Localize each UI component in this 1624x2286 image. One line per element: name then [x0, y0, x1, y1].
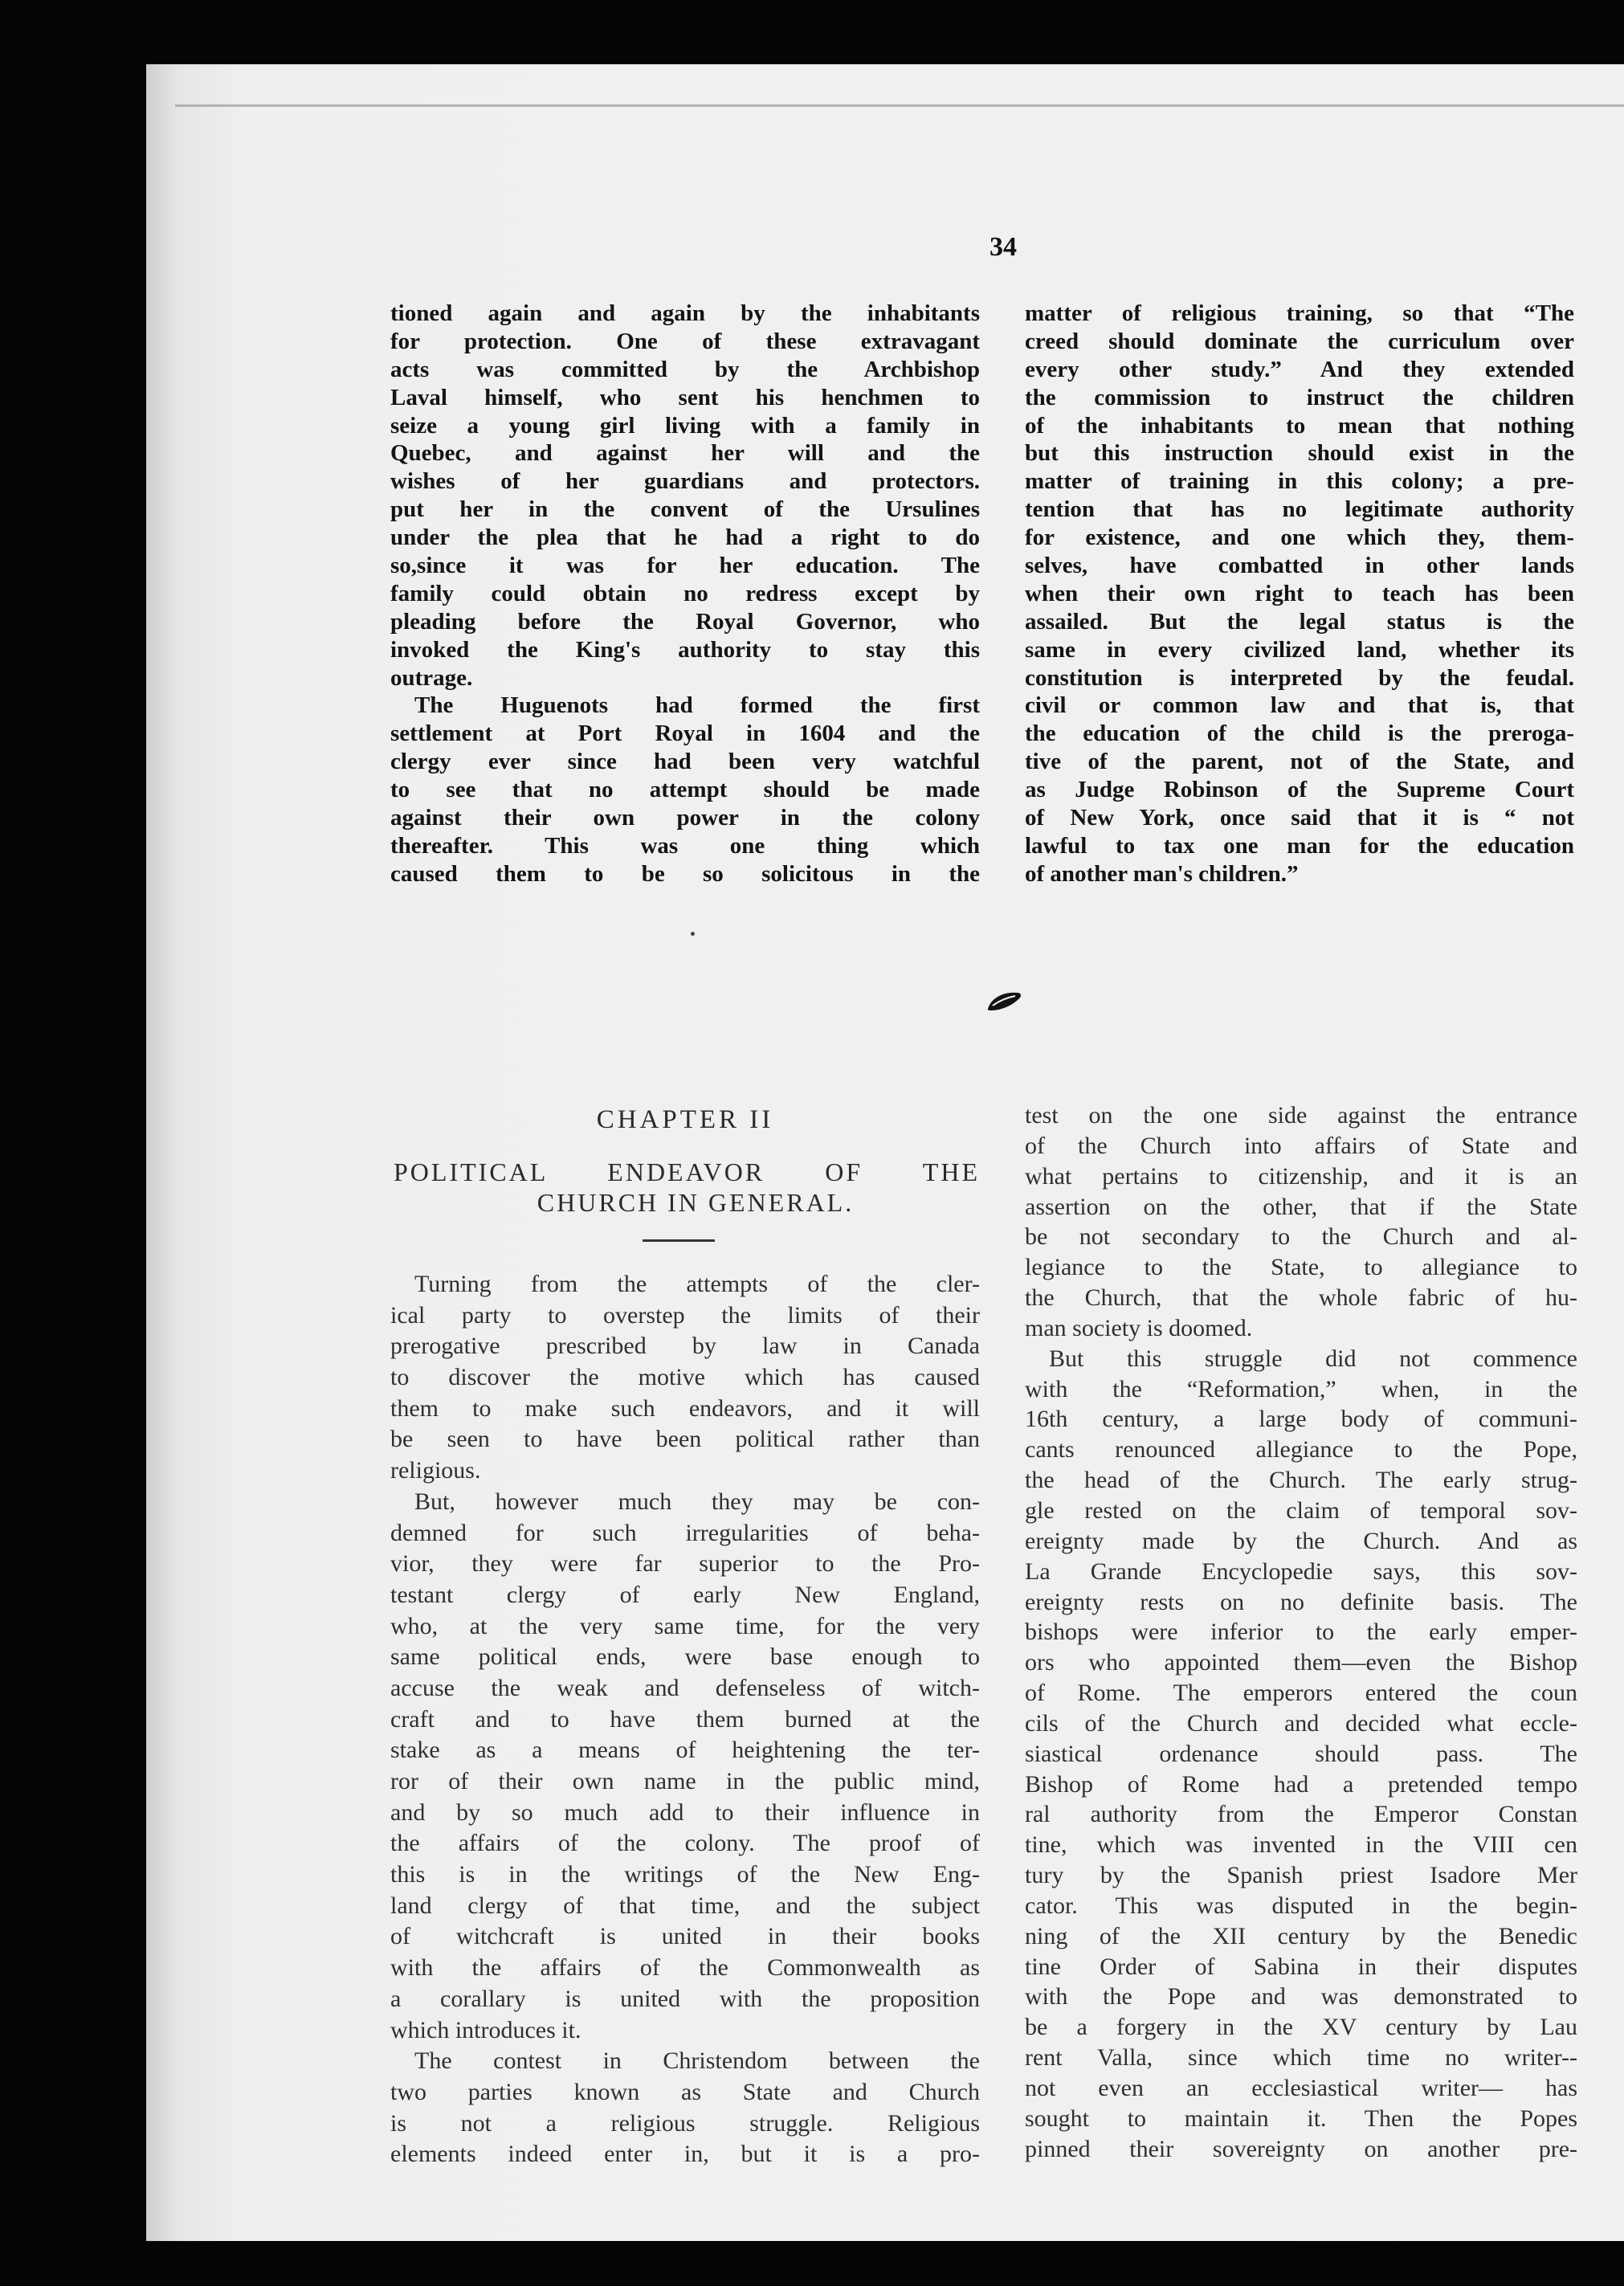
text-line: ors who appointed them—even the Bishop: [1025, 1649, 1577, 1676]
text-line: put her in the convent of the Ursulines: [390, 496, 980, 523]
text-line: But this struggle did not commence: [1049, 1345, 1577, 1372]
text-line: settlement at Port Royal in 1604 and the: [390, 720, 980, 747]
page-number: 34: [989, 232, 1017, 262]
text-line: assertion on the other, that if the State: [1025, 1193, 1577, 1220]
scan-edge-line: [175, 104, 1624, 107]
text-line: them to make such endeavors, and it will: [390, 1394, 980, 1422]
text-line: the commission to instruct the children: [1025, 384, 1574, 410]
text-line: for protection. One of these extravagant: [390, 328, 980, 354]
text-line: rent Valla, since which time no writer--: [1025, 2044, 1577, 2072]
text-line: as Judge Robinson of the Supreme Court: [1025, 777, 1574, 803]
text-line: 16th century, a large body of communi-: [1025, 1406, 1577, 1433]
text-line: the head of the Church. The early strug-: [1025, 1467, 1577, 1494]
text-line: tine, which was invented in the VIII cen: [1025, 1831, 1577, 1859]
text-line: ral authority from the Emperor Constan: [1025, 1801, 1577, 1828]
text-line: test on the one side against the entrance: [1025, 1102, 1577, 1129]
ink-dot: [691, 932, 695, 936]
text-line: acts was committed by the Archbishop: [390, 356, 980, 382]
text-line: gle rested on the claim of temporal sov-: [1025, 1496, 1577, 1524]
text-line: Turning from the attempts of the cler-: [414, 1271, 980, 1297]
text-line: pinned their sovereignty on another pre-: [1025, 2135, 1577, 2162]
text-line: But, however much they may be con-: [414, 1488, 980, 1515]
text-line: of witchcraft is united in their books: [390, 1923, 980, 1950]
text-line: matter of religious training, so that “The: [1025, 300, 1574, 326]
text-line: ereignty rests on no definite basis. The: [1025, 1588, 1577, 1615]
text-line: legiance to the State, to allegiance to: [1025, 1254, 1577, 1281]
bottom-right-column: [1025, 1100, 1577, 2165]
text-line: every other study.” And they extended: [1025, 356, 1574, 382]
text-line: against their own power in the colony: [390, 805, 980, 831]
text-line: sought to maintain it. Then the Popes: [1025, 2104, 1577, 2132]
text-line: seize a young girl living with a family in: [390, 412, 980, 439]
text-line: who, at the very same time, for the very: [390, 1612, 980, 1639]
text-line: of the inhabitants to mean that nothing: [1025, 412, 1574, 439]
text-line: matter of training in this colony; a pre-: [1025, 468, 1574, 495]
chapter-title-line-2: CHURCH IN GENERAL.: [537, 1188, 855, 1217]
text-line: ical party to overstep the limits of their: [390, 1301, 980, 1329]
text-line: stake as a means of heightening the ter-: [390, 1737, 980, 1764]
text-line: Quebec, and against her will and the: [390, 440, 980, 467]
text-line: accuse the weak and defenseless of witch-: [390, 1674, 980, 1701]
text-line: with the “Reformation,” when, in the: [1025, 1375, 1577, 1402]
text-line: of New York, once said that it is “ not: [1025, 805, 1574, 831]
text-line: invoked the King's authority to stay this: [390, 636, 980, 663]
text-line: of the Church into affairs of State and: [1025, 1132, 1577, 1159]
text-line: caused them to be so solicitous in the: [390, 860, 980, 887]
text-line: Bishop of Rome had a pretended tempo: [1025, 1770, 1577, 1798]
text-line: land clergy of that time, and the subject: [390, 1892, 980, 1919]
text-line: thereafter. This was one thing which: [390, 832, 980, 859]
text-line: craft and to have them burned at the: [390, 1705, 980, 1733]
text-line: selves, have combatted in other lands: [1025, 553, 1574, 579]
text-line: constitution is interpreted by the feudal.: [1025, 664, 1574, 691]
text-line: the education of the child is the preroga-: [1025, 720, 1574, 747]
text-line: and by so much add to their influence in: [390, 1798, 980, 1826]
text-line: tioned again and again by the inhabitants: [390, 300, 980, 326]
top-left-column: [390, 300, 980, 888]
text-line: tury by the Spanish priest Isadore Mer: [1025, 1862, 1577, 1889]
text-line: assailed. But the legal status is the: [1025, 608, 1574, 635]
text-line: wishes of her guardians and protectors.: [390, 468, 980, 495]
text-line: tention that has no legitimate authority: [1025, 496, 1574, 523]
text-line: siastical ordenance should pass. The: [1025, 1740, 1577, 1767]
text-line: same political ends, were base enough to: [390, 1643, 980, 1671]
text-line: religious.: [390, 1457, 481, 1484]
text-line: to discover the motive which has caused: [390, 1364, 980, 1391]
text-line: of Rome. The emperors entered the coun: [1025, 1680, 1577, 1707]
text-line: to see that no attempt should be made: [390, 777, 980, 803]
text-line: this is in the writings of the New Eng-: [390, 1861, 980, 1888]
text-line: cils of the Church and decided what eccle-: [1025, 1709, 1577, 1737]
text-line: Laval himself, who sent his henchmen to: [390, 384, 980, 410]
text-line: be not secondary to the Church and al-: [1025, 1223, 1577, 1251]
text-line: outrage.: [390, 664, 473, 691]
text-line: tive of the parent, not of the State, and: [1025, 749, 1574, 775]
text-line: be a forgery in the XV century by Lau: [1025, 2014, 1577, 2041]
text-line: so,since it was for her education. The: [390, 553, 980, 579]
text-line: two parties known as State and Church: [390, 2078, 980, 2105]
text-line: a corallary is united with the proposition: [390, 1985, 980, 2012]
leaf-ornament-icon: [985, 990, 1023, 1014]
text-line: for existence, and one which they, them-: [1025, 525, 1574, 551]
chapter-label: CHAPTER II: [596, 1105, 774, 1134]
text-line: La Grande Encyclopedie says, this sov-: [1025, 1557, 1577, 1585]
text-line: tine Order of Sabina in their disputes: [1025, 1953, 1577, 1980]
text-line: ning of the XII century by the Benedic: [1025, 1922, 1577, 1949]
text-line: clergy ever since had been very watchful: [390, 749, 980, 775]
chapter-divider-rule: [643, 1239, 715, 1242]
text-line: the Church, that the whole fabric of hu-: [1025, 1284, 1577, 1312]
text-line: The Huguenots had formed the first: [414, 692, 980, 719]
text-line: prerogative prescribed by law in Canada: [390, 1333, 980, 1360]
text-line: civil or common law and that is, that: [1025, 692, 1574, 719]
text-line: not even an ecclesiastical writer— has: [1025, 2075, 1577, 2101]
text-line: vior, they were far superior to the Pro-: [390, 1550, 980, 1578]
text-line: with the Pope and was demonstrated to: [1025, 1983, 1577, 2010]
text-line: cants renounced allegiance to the Pope,: [1025, 1436, 1577, 1463]
text-line: be seen to have been political rather than: [390, 1426, 980, 1453]
text-line: what pertains to citizenship, and it is an: [1025, 1162, 1577, 1190]
text-line: man society is doomed.: [1025, 1314, 1253, 1341]
text-line: of another man's children.”: [1025, 860, 1299, 887]
text-line: when their own right to teach has been: [1025, 580, 1574, 606]
chapter-title-line-1: POLITICAL ENDEAVOR OF THE: [394, 1157, 980, 1186]
text-line: family could obtain no redress except by: [390, 580, 980, 606]
text-line: cator. This was disputed in the begin-: [1025, 1892, 1577, 1919]
text-line: which introduces it.: [390, 2016, 581, 2043]
text-line: under the plea that he had a right to do: [390, 525, 980, 551]
text-line: ror of their own name in the public mind,: [390, 1768, 980, 1794]
text-line: demned for such irregularities of beha-: [390, 1519, 980, 1546]
text-line: lawful to tax one man for the education: [1025, 832, 1574, 859]
bottom-left-column: [390, 1269, 980, 2170]
text-line: ereignty made by the Church. And as: [1025, 1527, 1577, 1554]
text-line: same in every civilized land, whether its: [1025, 636, 1574, 663]
text-line: testant clergy of early New England,: [390, 1581, 980, 1608]
text-line: with the affairs of the Commonwealth as: [390, 1954, 980, 1982]
text-line: the affairs of the colony. The proof of: [390, 1830, 980, 1857]
text-line: creed should dominate the curriculum over: [1025, 328, 1574, 354]
text-line: The contest in Christendom between the: [414, 2047, 980, 2075]
text-line: is not a religious struggle. Religious: [390, 2109, 980, 2137]
text-line: bishops were inferior to the early emper-: [1025, 1619, 1577, 1646]
text-line: pleading before the Royal Governor, who: [390, 608, 980, 635]
top-right-column: [1025, 300, 1574, 888]
text-line: elements indeed enter in, but it is a pro-: [390, 2141, 980, 2168]
text-line: but this instruction should exist in the: [1025, 440, 1574, 467]
